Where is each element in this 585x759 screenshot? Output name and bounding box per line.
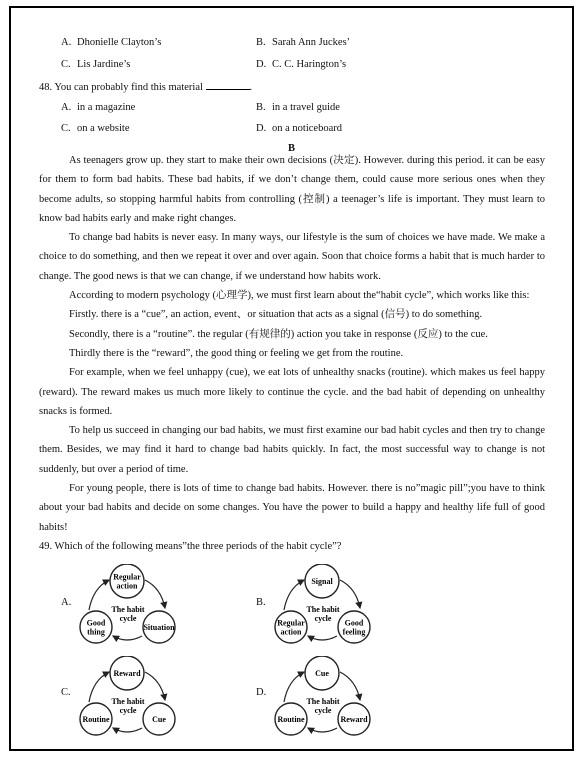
q49-diagram-b[interactable]	[274, 564, 384, 652]
cycle-node-label: Cue	[315, 669, 329, 678]
cycle-node-label: Good	[86, 618, 106, 628]
passage-paragraph: Thirdly there is the “reward”, the good thing or feeling we get from the routine.	[69, 347, 404, 359]
cycle-node-label: Signal	[311, 577, 333, 586]
arrow-top-to-right	[340, 580, 360, 608]
q49-diagram-d[interactable]	[274, 656, 384, 744]
q49-letter-a: A.	[61, 597, 72, 608]
cycle-center-label: cycle	[314, 706, 332, 715]
q49-letter-d: D.	[256, 687, 267, 698]
arrow-top-to-right	[340, 672, 360, 700]
passage-paragraph: Firstly. there is a “cue”, an action, event、or situation that acts as a signal (信号) to do something.	[69, 309, 483, 321]
q47-option-d[interactable]	[256, 58, 346, 71]
q49-letter-b: B.	[256, 597, 266, 608]
option-letter: D.	[256, 123, 267, 134]
arrow-right-to-left	[308, 636, 337, 640]
q47-option-c[interactable]	[61, 58, 130, 71]
q48-option-c[interactable]	[61, 122, 130, 135]
passage-paragraph: To help us succeed in changing our bad habits, we must first examine our bad habit cycles and then try to change them. Besides, we may find it hard to change bad habits quickly. In fact, the most successful way to change is not suddenly, but over a period of time.	[39, 425, 545, 475]
q48-stem	[39, 80, 252, 94]
q49-diagram-a[interactable]	[79, 564, 189, 652]
cycle-node-label: thing	[87, 627, 105, 637]
option-text: in a travel guide	[272, 102, 340, 113]
option-text: Sarah Ann Juckes’	[272, 37, 351, 48]
habit-cycle-diagram	[274, 656, 384, 744]
option-text: C. C. Harington’s	[272, 59, 347, 70]
cycle-node-label: Cue	[152, 715, 166, 724]
arrow-left-to-top	[89, 580, 109, 610]
option-letter: B.	[256, 37, 266, 48]
q49-letter-c: C.	[61, 687, 71, 698]
q47-option-a[interactable]	[61, 36, 161, 49]
passage-paragraph: Secondly, there is a “routine”. the regular (有规律的) action you take in response (反应) to the cue.	[69, 328, 488, 340]
cycle-center-label: cycle	[119, 706, 137, 715]
cycle-node-label: action	[116, 581, 138, 591]
cycle-center-label: The habit	[306, 697, 340, 706]
q48-option-a[interactable]	[61, 101, 135, 114]
cycle-node-label: action	[280, 627, 302, 637]
arrow-right-to-left	[113, 728, 142, 732]
option-text: on a website	[77, 123, 130, 134]
cycle-node-label: Routine	[277, 715, 305, 724]
option-text: on a noticeboard	[272, 123, 342, 134]
q49-diagram-c[interactable]	[79, 656, 189, 744]
q48-option-b[interactable]	[256, 101, 340, 114]
exam-page	[9, 6, 574, 751]
cycle-center-label: The habit	[111, 697, 145, 706]
habit-cycle-diagram	[79, 564, 189, 652]
option-letter: A.	[61, 102, 72, 113]
q48-option-d[interactable]	[256, 122, 342, 135]
option-text: Lis Jardine’s	[77, 59, 131, 70]
cycle-center-label: cycle	[119, 614, 137, 623]
option-letter: B.	[256, 102, 266, 113]
option-text: Dhonielle Clayton’s	[77, 37, 162, 48]
habit-cycle-diagram	[79, 656, 189, 744]
q49-stem: 49. Which of the following means”the three periods of the habit cycle”?	[39, 541, 342, 552]
section-heading: B	[287, 143, 295, 154]
passage-paragraph: For example, when we feel unhappy (cue), we eat lots of unhealthy snacks (routine). which makes us feel happy (reward). The reward makes us much more likely to continue the cycle. and the bad habit of depending on unhealthy snacks is formed.	[39, 367, 545, 417]
reading-passage	[39, 151, 545, 537]
option-text: in a magazine	[77, 102, 136, 113]
passage-paragraph: According to modern psychology (心理学), we must first learn about the“habit cycle”, which works like this:	[69, 290, 530, 302]
option-letter: A.	[61, 37, 72, 48]
passage-paragraph: As teenagers grow up. they start to make their own decisions (决定). However. during this period. it can be easy for them to form bad habits. These bad habits, if we don’t change them, could cause more serious ones when they become adults, so stopping harmful habits from controlling (控制) a teenager’s life is important. They must learn to know bad habits early and make right changes.	[39, 155, 545, 224]
q48-stem-end: .	[249, 82, 253, 93]
arrow-left-to-top	[284, 580, 304, 610]
passage-paragraph: To change bad habits is never easy. In many ways, our lifestyle is the sum of choices we have made. We make a choice to do something, and then we repeat it over and over again. Soon that choice forms a habit that is much harder to change. The good news is that we can change, if we understand how habits work.	[39, 232, 545, 282]
cycle-center-label: The habit	[306, 605, 340, 614]
option-letter: C.	[61, 59, 71, 70]
cycle-node-label: Routine	[82, 715, 110, 724]
arrow-right-to-left	[113, 636, 142, 640]
cycle-node-label: Situation	[143, 623, 175, 632]
arrow-top-to-right	[145, 672, 165, 700]
answer-blank	[206, 80, 250, 90]
cycle-node-label: Reward	[340, 715, 368, 724]
cycle-center-label: cycle	[314, 614, 332, 623]
cycle-node-label: Good	[344, 618, 364, 628]
habit-cycle-diagram	[274, 564, 384, 652]
option-letter: C.	[61, 123, 71, 134]
arrow-right-to-left	[308, 728, 337, 732]
q48-stem-text: 48. You can probably find this material	[39, 82, 203, 93]
arrow-left-to-top	[89, 672, 109, 702]
cycle-node-label: Regular	[277, 618, 305, 628]
passage-paragraph: For young people, there is lots of time to change bad habits. However. there is no”magic pill”;you have to think about your bad habits and decide on some changes. You have the power to build a happy and healthy life full of good habits!	[39, 483, 545, 533]
cycle-center-label: The habit	[111, 605, 145, 614]
cycle-node-label: Reward	[113, 669, 141, 678]
option-letter: D.	[256, 59, 267, 70]
cycle-node-label: Regular	[113, 572, 141, 582]
arrow-top-to-right	[145, 580, 165, 608]
cycle-node-label: feeling	[342, 627, 366, 637]
q47-option-b[interactable]	[256, 36, 350, 49]
arrow-left-to-top	[284, 672, 304, 702]
